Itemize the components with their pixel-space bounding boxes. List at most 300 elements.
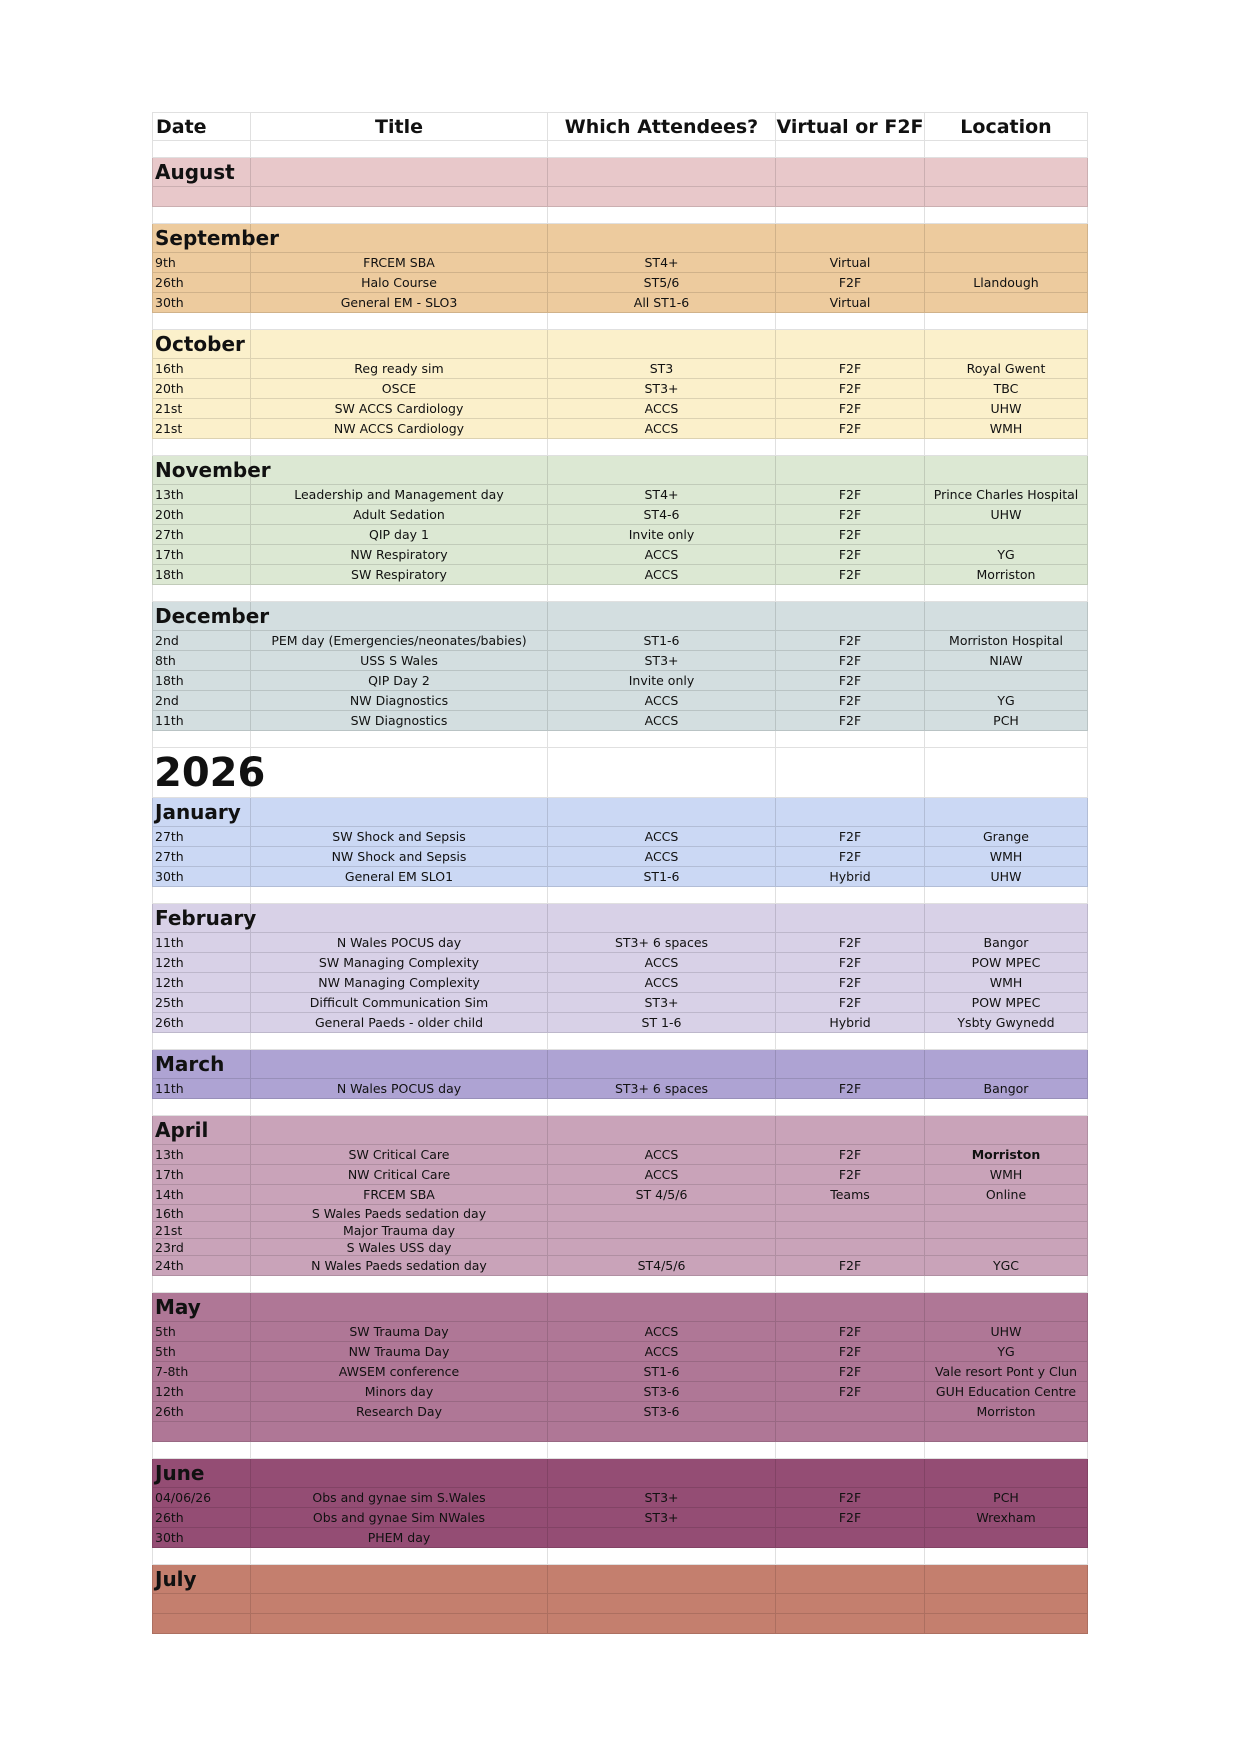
cell-date: 26th xyxy=(152,1402,251,1422)
cell-attendees xyxy=(548,904,776,933)
cell-location xyxy=(925,1565,1088,1594)
cell-attendees xyxy=(548,313,776,330)
cell-title: SW Trauma Day xyxy=(251,1322,548,1342)
cell-attendees: ST3 xyxy=(548,359,776,379)
cell-location: Ysbty Gwynedd xyxy=(925,1013,1088,1033)
month-header-row xyxy=(152,456,1088,485)
cell-location xyxy=(925,1548,1088,1565)
table-row xyxy=(152,1256,1088,1276)
cell-location xyxy=(925,1033,1088,1050)
spacer-row xyxy=(152,585,1088,602)
spacer-row xyxy=(152,1442,1088,1459)
cell-date: 27th xyxy=(152,847,251,867)
cell-location xyxy=(925,1422,1088,1442)
cell-date xyxy=(152,731,251,748)
cell-attendees: ST3+ xyxy=(548,1488,776,1508)
table-row xyxy=(152,847,1088,867)
cell-attendees: ST1-6 xyxy=(548,867,776,887)
cell-mode: F2F xyxy=(776,1256,925,1276)
cell-title xyxy=(251,1293,548,1322)
cell-attendees xyxy=(548,1222,776,1239)
cell-attendees: ST3+ xyxy=(548,379,776,399)
cell-mode: Virtual xyxy=(776,253,925,273)
cell-title: NW Critical Care xyxy=(251,1165,548,1185)
cell-date: 11th xyxy=(152,1079,251,1099)
cell-mode: F2F xyxy=(776,1382,925,1402)
table-row xyxy=(152,1402,1088,1422)
cell-title: General EM SLO1 xyxy=(251,867,548,887)
table-row xyxy=(152,545,1088,565)
cell-date: 21st xyxy=(152,419,251,439)
table-row xyxy=(152,1614,1088,1634)
cell-attendees xyxy=(548,330,776,359)
cell-mode xyxy=(776,439,925,456)
cell-attendees xyxy=(548,1422,776,1442)
cell-date: 18th xyxy=(152,565,251,585)
cell-mode xyxy=(776,1116,925,1145)
month-label: November xyxy=(152,456,251,485)
cell-title xyxy=(251,313,548,330)
cell-title xyxy=(251,330,548,359)
cell-title xyxy=(251,1276,548,1293)
cell-title: S Wales USS day xyxy=(251,1239,548,1256)
cell-attendees: ACCS xyxy=(548,1165,776,1185)
cell-mode xyxy=(776,158,925,187)
cell-date: 7-8th xyxy=(152,1362,251,1382)
cell-attendees xyxy=(548,1594,776,1614)
cell-mode: F2F xyxy=(776,505,925,525)
cell-mode xyxy=(776,1205,925,1222)
cell-mode xyxy=(776,224,925,253)
cell-location: POW MPEC xyxy=(925,993,1088,1013)
table-row xyxy=(152,1322,1088,1342)
month-label: July xyxy=(152,1565,251,1594)
cell-mode xyxy=(776,798,925,827)
table-row xyxy=(152,1205,1088,1222)
cell-mode: F2F xyxy=(776,273,925,293)
cell-date: 12th xyxy=(152,953,251,973)
cell-location xyxy=(925,1116,1088,1145)
cell-date xyxy=(152,1033,251,1050)
cell-location xyxy=(925,224,1088,253)
cell-date xyxy=(152,1276,251,1293)
cell-attendees xyxy=(548,207,776,224)
table-row xyxy=(152,525,1088,545)
cell-date xyxy=(152,207,251,224)
table-row xyxy=(152,1422,1088,1442)
cell-title: Obs and gynae Sim NWales xyxy=(251,1508,548,1528)
cell-title: NW Shock and Sepsis xyxy=(251,847,548,867)
month-header-row xyxy=(152,1293,1088,1322)
cell-date xyxy=(152,585,251,602)
cell-attendees: Invite only xyxy=(548,525,776,545)
cell-location: PCH xyxy=(925,1488,1088,1508)
cell-location xyxy=(925,1459,1088,1488)
cell-title: PEM day (Emergencies/neonates/babies) xyxy=(251,631,548,651)
cell-location: Morriston xyxy=(925,1145,1088,1165)
cell-location: YG xyxy=(925,691,1088,711)
cell-date xyxy=(152,439,251,456)
cell-title xyxy=(251,887,548,904)
cell-title: NW Respiratory xyxy=(251,545,548,565)
cell-title: SW Diagnostics xyxy=(251,711,548,731)
cell-attendees: ST1-6 xyxy=(548,631,776,651)
cell-title: Halo Course xyxy=(251,273,548,293)
cell-date xyxy=(152,1594,251,1614)
month-label: October xyxy=(152,330,251,359)
cell-mode: Virtual xyxy=(776,293,925,313)
table-row xyxy=(152,359,1088,379)
table-row xyxy=(152,933,1088,953)
table-row xyxy=(152,711,1088,731)
cell-attendees: ACCS xyxy=(548,973,776,993)
cell-title: NW Trauma Day xyxy=(251,1342,548,1362)
cell-date: 21st xyxy=(152,1222,251,1239)
cell-date: 27th xyxy=(152,525,251,545)
cell-attendees: ACCS xyxy=(548,711,776,731)
cell-title: N Wales POCUS day xyxy=(251,933,548,953)
table-row xyxy=(152,1528,1088,1548)
cell-location: Llandough xyxy=(925,273,1088,293)
cell-mode: F2F xyxy=(776,545,925,565)
cell-mode: F2F xyxy=(776,1079,925,1099)
cell-title: USS S Wales xyxy=(251,651,548,671)
cell-location: WMH xyxy=(925,419,1088,439)
cell-mode xyxy=(776,1442,925,1459)
cell-date: 26th xyxy=(152,273,251,293)
cell-attendees xyxy=(548,1099,776,1116)
cell-attendees xyxy=(548,1548,776,1565)
cell-attendees: ST1-6 xyxy=(548,1362,776,1382)
cell-title: General EM - SLO3 xyxy=(251,293,548,313)
table-row xyxy=(152,651,1088,671)
cell-attendees xyxy=(548,224,776,253)
cell-attendees: ACCS xyxy=(548,1145,776,1165)
cell-mode: F2F xyxy=(776,973,925,993)
cell-date xyxy=(152,1099,251,1116)
cell-title: FRCEM SBA xyxy=(251,253,548,273)
spacer-row xyxy=(152,1548,1088,1565)
cell-mode xyxy=(776,585,925,602)
cell-date: 30th xyxy=(152,293,251,313)
cell-mode xyxy=(776,1033,925,1050)
cell-attendees: ACCS xyxy=(548,565,776,585)
cell-attendees xyxy=(548,1442,776,1459)
month-header-row xyxy=(152,224,1088,253)
cell-mode: F2F xyxy=(776,485,925,505)
cell-title: N Wales POCUS day xyxy=(251,1079,548,1099)
month-header-row xyxy=(152,1565,1088,1594)
cell-attendees: ST3-6 xyxy=(548,1402,776,1422)
cell-title: S Wales Paeds sedation day xyxy=(251,1205,548,1222)
cell-attendees xyxy=(548,1033,776,1050)
table-row xyxy=(152,379,1088,399)
cell-attendees xyxy=(548,731,776,748)
cell-attendees: ACCS xyxy=(548,953,776,973)
cell-attendees: ST4-6 xyxy=(548,505,776,525)
month-header-row xyxy=(152,1459,1088,1488)
cell-location: YG xyxy=(925,545,1088,565)
cell-location: WMH xyxy=(925,1165,1088,1185)
schedule-table xyxy=(152,112,1088,1634)
cell-location: POW MPEC xyxy=(925,953,1088,973)
month-label: April xyxy=(152,1116,251,1145)
cell-attendees: ACCS xyxy=(548,419,776,439)
cell-attendees: ACCS xyxy=(548,1342,776,1362)
spacer-row xyxy=(152,887,1088,904)
cell-title xyxy=(251,1050,548,1079)
header-row xyxy=(152,112,1088,141)
cell-title: Minors day xyxy=(251,1382,548,1402)
table-row xyxy=(152,505,1088,525)
year-row xyxy=(152,748,1088,798)
cell-attendees: ST3+ xyxy=(548,651,776,671)
cell-date: 12th xyxy=(152,973,251,993)
cell-title: QIP Day 2 xyxy=(251,671,548,691)
cell-date: 04/06/26 xyxy=(152,1488,251,1508)
cell-date: 30th xyxy=(152,1528,251,1548)
cell-date xyxy=(152,1442,251,1459)
cell-mode xyxy=(776,141,925,158)
cell-attendees: ST 1-6 xyxy=(548,1013,776,1033)
spacer-row xyxy=(152,1033,1088,1050)
cell-attendees xyxy=(548,1239,776,1256)
cell-title xyxy=(251,1548,548,1565)
month-header-row xyxy=(152,158,1088,187)
month-label: February xyxy=(152,904,251,933)
cell-mode: Teams xyxy=(776,1185,925,1205)
cell-mode xyxy=(776,456,925,485)
cell-date: 30th xyxy=(152,867,251,887)
cell-mode xyxy=(776,1099,925,1116)
cell-mode: F2F xyxy=(776,1488,925,1508)
cell-date: 18th xyxy=(152,671,251,691)
table-row xyxy=(152,485,1088,505)
cell-location xyxy=(925,1528,1088,1548)
cell-mode: F2F xyxy=(776,651,925,671)
table-row xyxy=(152,691,1088,711)
cell-mode xyxy=(776,330,925,359)
table-row xyxy=(152,953,1088,973)
cell-location xyxy=(925,293,1088,313)
cell-location xyxy=(925,1205,1088,1222)
cell-attendees: ACCS xyxy=(548,545,776,565)
cell-location: Wrexham xyxy=(925,1508,1088,1528)
cell-title xyxy=(251,207,548,224)
cell-attendees: ACCS xyxy=(548,1322,776,1342)
cell-title: Major Trauma day xyxy=(251,1222,548,1239)
cell-mode xyxy=(776,1222,925,1239)
cell-date: 24th xyxy=(152,1256,251,1276)
cell-mode: F2F xyxy=(776,993,925,1013)
cell-mode: F2F xyxy=(776,379,925,399)
month-label: May xyxy=(152,1293,251,1322)
cell-location: UHW xyxy=(925,399,1088,419)
month-label: December xyxy=(152,602,251,631)
cell-mode: F2F xyxy=(776,419,925,439)
cell-title: N Wales Paeds sedation day xyxy=(251,1256,548,1276)
cell-date: 11th xyxy=(152,933,251,953)
table-row xyxy=(152,827,1088,847)
cell-date: 9th xyxy=(152,253,251,273)
cell-mode xyxy=(776,1276,925,1293)
cell-location: UHW xyxy=(925,1322,1088,1342)
cell-mode xyxy=(776,187,925,207)
cell-attendees: ST3-6 xyxy=(548,1382,776,1402)
cell-location xyxy=(925,602,1088,631)
cell-date xyxy=(152,1548,251,1565)
cell-location xyxy=(925,456,1088,485)
cell-title: Research Day xyxy=(251,1402,548,1422)
cell-mode: Hybrid xyxy=(776,1013,925,1033)
cell-title xyxy=(251,456,548,485)
cell-attendees: ST3+ 6 spaces xyxy=(548,933,776,953)
cell-location: Royal Gwent xyxy=(925,359,1088,379)
cell-title: PHEM day xyxy=(251,1528,548,1548)
cell-date: 23rd xyxy=(152,1239,251,1256)
cell-date: 13th xyxy=(152,485,251,505)
table-row xyxy=(152,293,1088,313)
table-row xyxy=(152,1362,1088,1382)
cell-mode: F2F xyxy=(776,847,925,867)
cell-date: 8th xyxy=(152,651,251,671)
cell-location xyxy=(925,253,1088,273)
cell-mode xyxy=(776,748,925,798)
table-row xyxy=(152,631,1088,651)
cell-attendees xyxy=(548,1116,776,1145)
cell-location xyxy=(925,1614,1088,1634)
cell-attendees xyxy=(548,1276,776,1293)
cell-mode xyxy=(776,602,925,631)
cell-attendees xyxy=(548,1565,776,1594)
cell-mode: F2F xyxy=(776,359,925,379)
cell-location xyxy=(925,887,1088,904)
spacer-row xyxy=(152,1276,1088,1293)
cell-title xyxy=(251,748,548,798)
cell-mode xyxy=(776,1459,925,1488)
cell-date xyxy=(152,1422,251,1442)
cell-attendees xyxy=(548,748,776,798)
table-row xyxy=(152,1222,1088,1239)
cell-mode: F2F xyxy=(776,565,925,585)
spacer-row xyxy=(152,1099,1088,1116)
table-row xyxy=(152,1185,1088,1205)
table-row xyxy=(152,253,1088,273)
cell-title: Difficult Communication Sim xyxy=(251,993,548,1013)
spacer-row xyxy=(152,439,1088,456)
cell-location xyxy=(925,671,1088,691)
cell-mode xyxy=(776,1548,925,1565)
cell-attendees: ACCS xyxy=(548,691,776,711)
table-row xyxy=(152,1594,1088,1614)
cell-location: GUH Education Centre xyxy=(925,1382,1088,1402)
cell-location xyxy=(925,313,1088,330)
cell-attendees: ST 4/5/6 xyxy=(548,1185,776,1205)
cell-location xyxy=(925,585,1088,602)
cell-title xyxy=(251,1442,548,1459)
cell-title: SW Respiratory xyxy=(251,565,548,585)
cell-attendees: ST3+ xyxy=(548,1508,776,1528)
cell-mode xyxy=(776,1422,925,1442)
cell-location xyxy=(925,1099,1088,1116)
cell-attendees xyxy=(548,456,776,485)
cell-location xyxy=(925,330,1088,359)
cell-title: General Paeds - older child xyxy=(251,1013,548,1033)
header-date: Date xyxy=(152,112,251,141)
cell-date: 20th xyxy=(152,379,251,399)
cell-date: 5th xyxy=(152,1322,251,1342)
cell-date xyxy=(152,141,251,158)
cell-location xyxy=(925,748,1088,798)
cell-attendees: Invite only xyxy=(548,671,776,691)
month-header-row xyxy=(152,1050,1088,1079)
cell-attendees xyxy=(548,585,776,602)
cell-location: PCH xyxy=(925,711,1088,731)
cell-title xyxy=(251,158,548,187)
cell-mode: F2F xyxy=(776,671,925,691)
table-row xyxy=(152,1382,1088,1402)
month-label: September xyxy=(152,224,251,253)
cell-date xyxy=(152,887,251,904)
spacer-row xyxy=(152,313,1088,330)
cell-mode xyxy=(776,313,925,330)
cell-title xyxy=(251,1594,548,1614)
cell-location xyxy=(925,1276,1088,1293)
cell-location xyxy=(925,187,1088,207)
cell-mode: Hybrid xyxy=(776,867,925,887)
cell-mode: F2F xyxy=(776,933,925,953)
month-header-row xyxy=(152,330,1088,359)
table-row xyxy=(152,867,1088,887)
month-label: August xyxy=(152,158,251,187)
table-row xyxy=(152,565,1088,585)
cell-attendees: ST5/6 xyxy=(548,273,776,293)
cell-mode: F2F xyxy=(776,1145,925,1165)
cell-title: Obs and gynae sim S.Wales xyxy=(251,1488,548,1508)
cell-mode xyxy=(776,1239,925,1256)
cell-title xyxy=(251,904,548,933)
cell-location xyxy=(925,439,1088,456)
cell-location: WMH xyxy=(925,973,1088,993)
cell-attendees xyxy=(548,602,776,631)
cell-title xyxy=(251,439,548,456)
cell-mode: F2F xyxy=(776,953,925,973)
cell-title: FRCEM SBA xyxy=(251,1185,548,1205)
table-body xyxy=(152,141,1088,1634)
cell-title xyxy=(251,1565,548,1594)
cell-mode xyxy=(776,887,925,904)
cell-date: 21st xyxy=(152,399,251,419)
cell-attendees xyxy=(548,798,776,827)
cell-attendees: ST4+ xyxy=(548,485,776,505)
cell-title: NW ACCS Cardiology xyxy=(251,419,548,439)
table-row xyxy=(152,1239,1088,1256)
table-row xyxy=(152,973,1088,993)
cell-title: SW Managing Complexity xyxy=(251,953,548,973)
cell-mode: F2F xyxy=(776,399,925,419)
cell-attendees xyxy=(548,1205,776,1222)
cell-location: TBC xyxy=(925,379,1088,399)
cell-mode xyxy=(776,731,925,748)
cell-mode xyxy=(776,1293,925,1322)
cell-mode xyxy=(776,1565,925,1594)
cell-title xyxy=(251,798,548,827)
cell-location: UHW xyxy=(925,867,1088,887)
spacer-row xyxy=(152,141,1088,158)
cell-mode xyxy=(776,1402,925,1422)
month-label: March xyxy=(152,1050,251,1079)
cell-attendees: All ST1-6 xyxy=(548,293,776,313)
